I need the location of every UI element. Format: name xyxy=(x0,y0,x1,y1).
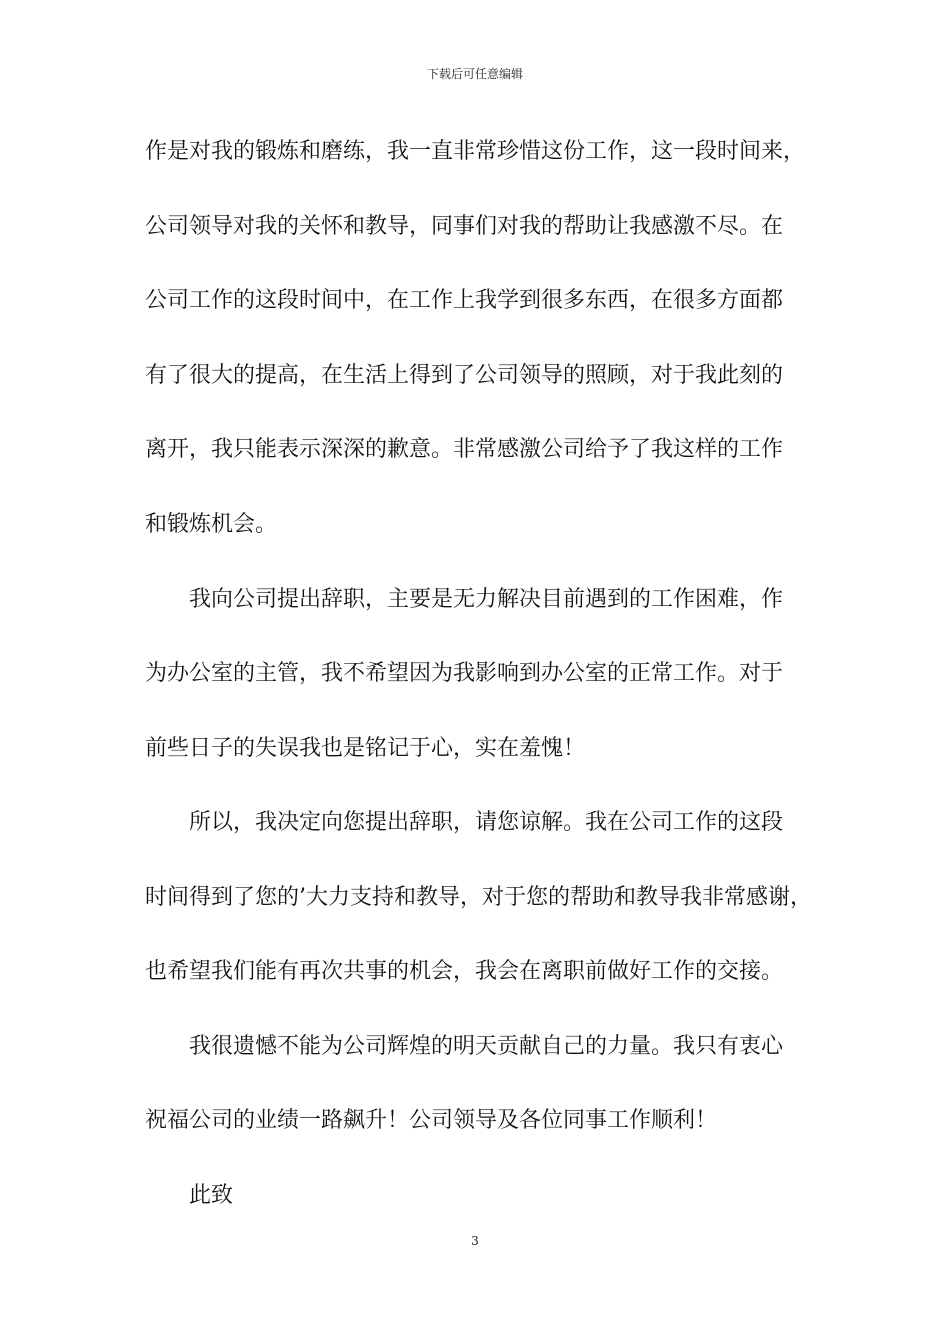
body-line: 祝福公司的业绩一路飙升！公司领导及各位同事工作顺利！ xyxy=(145,1108,718,1133)
body-line: 公司工作的这段时间中，在工作上我学到很多东西，在很多方面都 xyxy=(145,288,784,313)
paragraph-first-line: 所以，我决定向您提出辞职，请您谅解。我在公司工作的这段 xyxy=(189,810,784,835)
body-line: 前些日子的失误我也是铭记于心，实在羞愧！ xyxy=(145,736,586,761)
body-line: 也希望我们能有再次共事的机会，我会在离职前做好工作的交接。 xyxy=(145,959,784,984)
closing-salutation: 此致 xyxy=(189,1183,234,1208)
page-number: 3 xyxy=(471,1234,479,1248)
body-line: 时间得到了您的’大力支持和教导，对于您的帮助和教导我非常感谢， xyxy=(145,885,812,910)
body-line: 有了很大的提高，在生活上得到了公司领导的照顾，对于我此刻的 xyxy=(145,363,784,388)
body-line: 和锻炼机会。 xyxy=(145,512,278,537)
paragraph-first-line: 我很遗憾不能为公司辉煌的明天贡献自己的力量。我只有衷心 xyxy=(189,1034,784,1059)
body-line: 作是对我的锻炼和磨练，我一直非常珍惜这份工作，这一段时间来， xyxy=(145,139,806,164)
body-line: 为办公室的主管，我不希望因为我影响到办公室的正常工作。对于 xyxy=(145,661,784,686)
page-header: 下载后可任意编辑 xyxy=(426,67,523,81)
paragraph-first-line: 我向公司提出辞职，主要是无力解决目前遇到的工作困难，作 xyxy=(189,587,784,612)
body-line: 公司领导对我的关怀和教导，同事们对我的帮助让我感激不尽。在 xyxy=(145,214,784,239)
body-line: 离开，我只能表示深深的歉意。非常感激公司给予了我这样的工作 xyxy=(145,437,784,462)
